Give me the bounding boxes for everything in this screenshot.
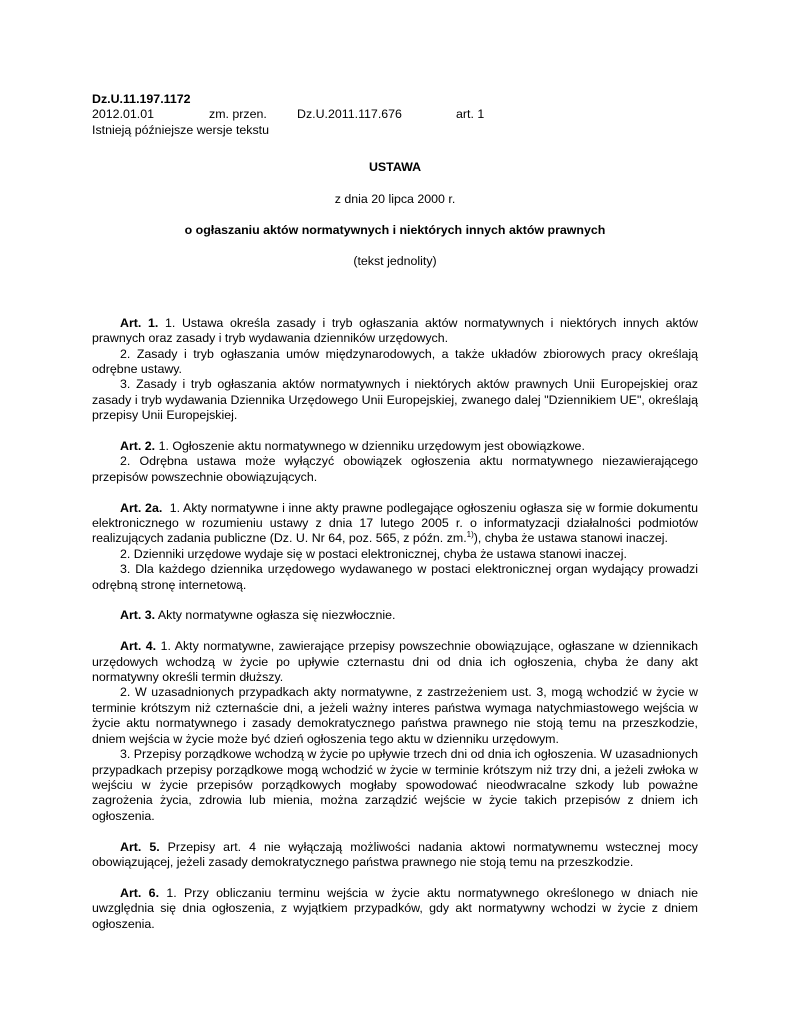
act-title: USTAWA	[368, 160, 422, 175]
article-paragraph: 2. W uzasadnionych przypadkach akty normatywne, z zastrzeżeniem ust. 3, mogą wchodzić w życie w terminie krótszym niż czternaście dni, a jeżeli ważny interes państwa wymaga natychmiastowego wejścia w życie aktu normatywnego i zasady demokratycznego państwa prawnego nie stoją temu na przeszkodzie, dniem wejścia w życie może być dzień ogłoszenia tego aktu w dzienniku urzędowym.	[92, 685, 698, 746]
article-label: Art. 4.	[120, 639, 157, 654]
article-label: Art. 5.	[120, 839, 160, 854]
article-label: Art. 1.	[120, 315, 159, 330]
amendment-type: zm. przen.	[209, 107, 267, 122]
article-paragraph: 1. Ustawa określa zasady i tryb ogłaszania aktów normatywnych i niektórych innych aktów prawnych oraz zasady i tryb wydawania dzienników urzędowych.	[92, 315, 698, 346]
article-label: Art. 2.	[120, 439, 156, 454]
article-paragraph: 3. Dla każdego dziennika urzędowego wydawanego w postaci elektronicznej organ wydający prowadzi odrębną stronę internetową.	[92, 562, 698, 592]
article-2	[92, 439, 698, 485]
article-3	[92, 608, 698, 623]
act-subject: o ogłaszaniu aktów normatywnych i niektórych innych aktów prawnych	[184, 222, 606, 237]
article-paragraph-end: ), chyba że ustawa stanowi inaczej.	[473, 531, 668, 546]
article-label: Art. 2a.	[120, 500, 163, 515]
amendment-date: 2012.01.01	[92, 107, 155, 122]
text-type: (tekst jednolity)	[353, 254, 437, 269]
document-id: Dz.U.11.197.1172	[92, 92, 191, 106]
amendment-line	[92, 107, 698, 122]
article-label: Art. 3.	[120, 608, 156, 623]
article-paragraph: Przepisy art. 4 nie wyłączają możliwości nadania aktowi normatywnemu wstecznej mocy obowiązującej, jeżeli zasady demokratycznego państwa prawnego nie stoją temu na przeszkodzie.	[92, 839, 698, 869]
article-paragraph: Akty normatywne ogłasza się niezwłocznie.	[157, 608, 396, 623]
amendment-reference: Dz.U.2011.117.676	[297, 107, 402, 122]
article-paragraph: 1. Przy obliczaniu terminu wejścia w życie aktu normatywnego określonego w dniach nie uwzględnia się dnia ogłoszenia, z wyjątkiem przypadków, gdy akt normatywny wchodzi w życie z dniem ogłoszenia.	[92, 885, 698, 931]
article-paragraph: 3. Przepisy porządkowe wchodzą w życie po upływie trzech dni od dnia ich ogłoszenia. W uzasadnionych przypadkach przepisy porządkowe mogą wchodzić w życie w terminie krótszym niż trzy dni, a jeżeli zwłoka w wejściu w życie przepisów porządkowych mogłaby spowodować nieodwracalne szkody lub poważne zagrożenia życia, zdrowia lub mienia, można zarządzić wejście w życie takich przepisów z dniem ich ogłoszenia.	[92, 747, 698, 823]
versions-note: Istnieją późniejsze wersje tekstu	[92, 122, 269, 137]
amendment-article: art. 1	[456, 107, 485, 122]
article-paragraph: 2. Dzienniki urzędowe wydaje się w postaci elektronicznej, chyba że ustawa stanowi inaczej.	[120, 546, 627, 561]
article-2a	[92, 501, 698, 593]
article-paragraph: 1. Ogłoszenie aktu normatywnego w dzienniku urzędowym jest obowiązkowe.	[158, 439, 585, 454]
article-paragraph: 2. Zasady i tryb ogłaszania umów międzynarodowych, a także układów zbiorowych pracy określają odrębne ustawy.	[92, 346, 698, 377]
article-4	[92, 639, 698, 824]
article-6	[92, 886, 698, 932]
article-5	[92, 840, 698, 871]
article-1	[92, 316, 698, 424]
article-paragraph: 1. Akty normatywne, zawierające przepisy powszechnie obowiązujące, ogłaszane w dziennikach urzędowych wchodzą w życie po upływie czternastu dni od dnia ich ogłoszenia, chyba że dany akt normatywny określi termin dłuższy.	[92, 639, 698, 685]
document-page	[92, 92, 698, 932]
article-paragraph: 2. Odrębna ustawa może wyłączyć obowiązek ogłoszenia aktu normatywnego niezawierającego przepisów powszechnie obowiązujących.	[92, 454, 698, 484]
footnote-marker[interactable]: 1)	[466, 530, 474, 540]
article-paragraph: 3. Zasady i tryb ogłaszania aktów normatywnych i niektórych aktów prawnych Unii Europejskiej oraz zasady i tryb wydawania Dziennika Urzędowego Unii Europejskiej, zwanego dalej "Dziennikiem UE", określają przepisy Unii Europejskiej.	[92, 377, 698, 423]
article-paragraph: 1. Akty normatywne i inne akty prawne podlegające ogłoszeniu ogłasza się w formie dokumentu elektronicznego w rozumieniu ustawy z dnia 17 lutego 2005 r. o informatyzacji działalności podmiotów realizujących zadania publiczne (Dz. U. Nr 64, poz. 565, z późn. zm.	[92, 500, 698, 546]
act-date: z dnia 20 lipca 2000 r.	[334, 191, 456, 206]
article-label: Art. 6.	[120, 885, 160, 900]
